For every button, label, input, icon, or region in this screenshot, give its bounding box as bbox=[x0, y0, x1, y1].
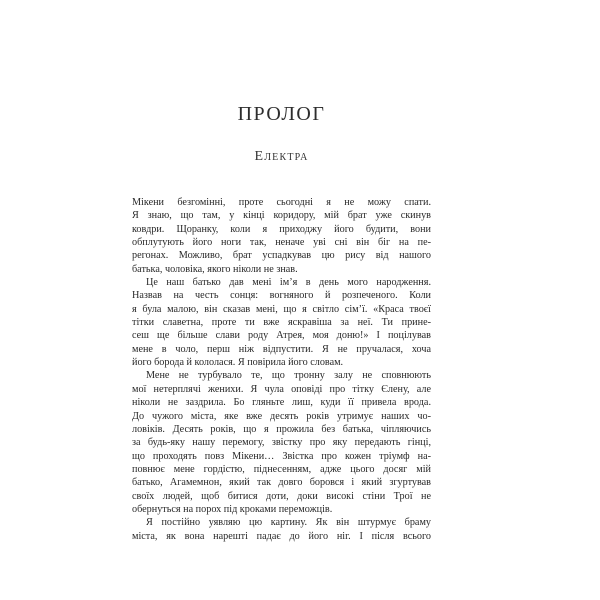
text-line: міста, як вона нарешті падає до його ніг. І після всього bbox=[132, 530, 431, 542]
section-title: Електра bbox=[254, 149, 309, 164]
text-line: я була малою, він сказав мені, що я світло сім’ї. «Краса твоєї bbox=[132, 303, 431, 315]
text-line: що проходять повз Мікени… Звістка про кожен тріумф на- bbox=[132, 450, 431, 462]
text-line: ловіків. Десять років, що я прожила без батька, чіпляючись bbox=[132, 423, 431, 435]
body-text bbox=[132, 196, 431, 543]
text-line: обплутують його ноги так, неначе уві сні він біг на пе- bbox=[132, 237, 431, 249]
text-line: До чужого міста, яке вже десять років утримує наших чо- bbox=[132, 410, 431, 422]
text-line: його борода й кололася. Я повірила його словам. bbox=[132, 357, 344, 369]
text-line: за будь-яку нашу перемогу, звістку про яку передають гінці, bbox=[132, 437, 431, 449]
text-line: батько, Агамемнон, який так довго боровся і який згуртував bbox=[132, 477, 431, 489]
paragraph bbox=[132, 276, 431, 369]
text-line: сеш ще більше слави роду Атрея, моя доню!» І поцілував bbox=[132, 330, 431, 342]
text-line: ковдри. Щоранку, коли я приходжу його будити, вони bbox=[132, 223, 431, 235]
text-line: обернуться на порох під кроками переможців. bbox=[132, 503, 333, 515]
text-line: своїх людей, щоб битися доти, доки високі стіни Трої не bbox=[132, 490, 431, 502]
text-line: Це наш батько дав мені ім’я в день мого народження. bbox=[146, 277, 431, 289]
chapter-title: ПРОЛОГ bbox=[237, 103, 326, 125]
text-line: Назвав на честь сонця: вогняного й розпеченого. Коли bbox=[132, 290, 431, 302]
text-line: Я постійно уявляю цю картину. Як він штурмує браму bbox=[146, 517, 431, 529]
text-line: Я знаю, що там, у кінці коридору, мій брат уже скинув bbox=[132, 210, 431, 222]
text-line: ніколи не заздрила. Бо гляньте лиш, куди її привела врода. bbox=[132, 397, 431, 409]
text-line: повнює мене гордістю, піднесенням, адже цього досяг мій bbox=[132, 463, 431, 475]
text-line: Мікени безгомінні, проте сьогодні я не можу спати. bbox=[132, 197, 431, 208]
text-line: регонах. Можливо, брат успадкував цю рису від нашого bbox=[132, 250, 431, 262]
paragraph bbox=[132, 516, 431, 543]
paragraph bbox=[132, 369, 431, 516]
text-line: тітки славетна, проте ти вже яскравіша за неї. Ти прине- bbox=[132, 317, 431, 329]
text-line: батька, чоловіка, якого ніколи не знав. bbox=[132, 263, 298, 275]
text-line: мої нетерплячі женихи. Я чула оповіді про тітку Єлену, але bbox=[132, 383, 431, 395]
text-line: мене в чоло, перш ніж відпустити. Я не пручалася, хоча bbox=[132, 343, 431, 355]
paragraph bbox=[132, 196, 431, 276]
text-line: Мене не турбувало те, що тронну залу не сповнюють bbox=[146, 370, 431, 382]
